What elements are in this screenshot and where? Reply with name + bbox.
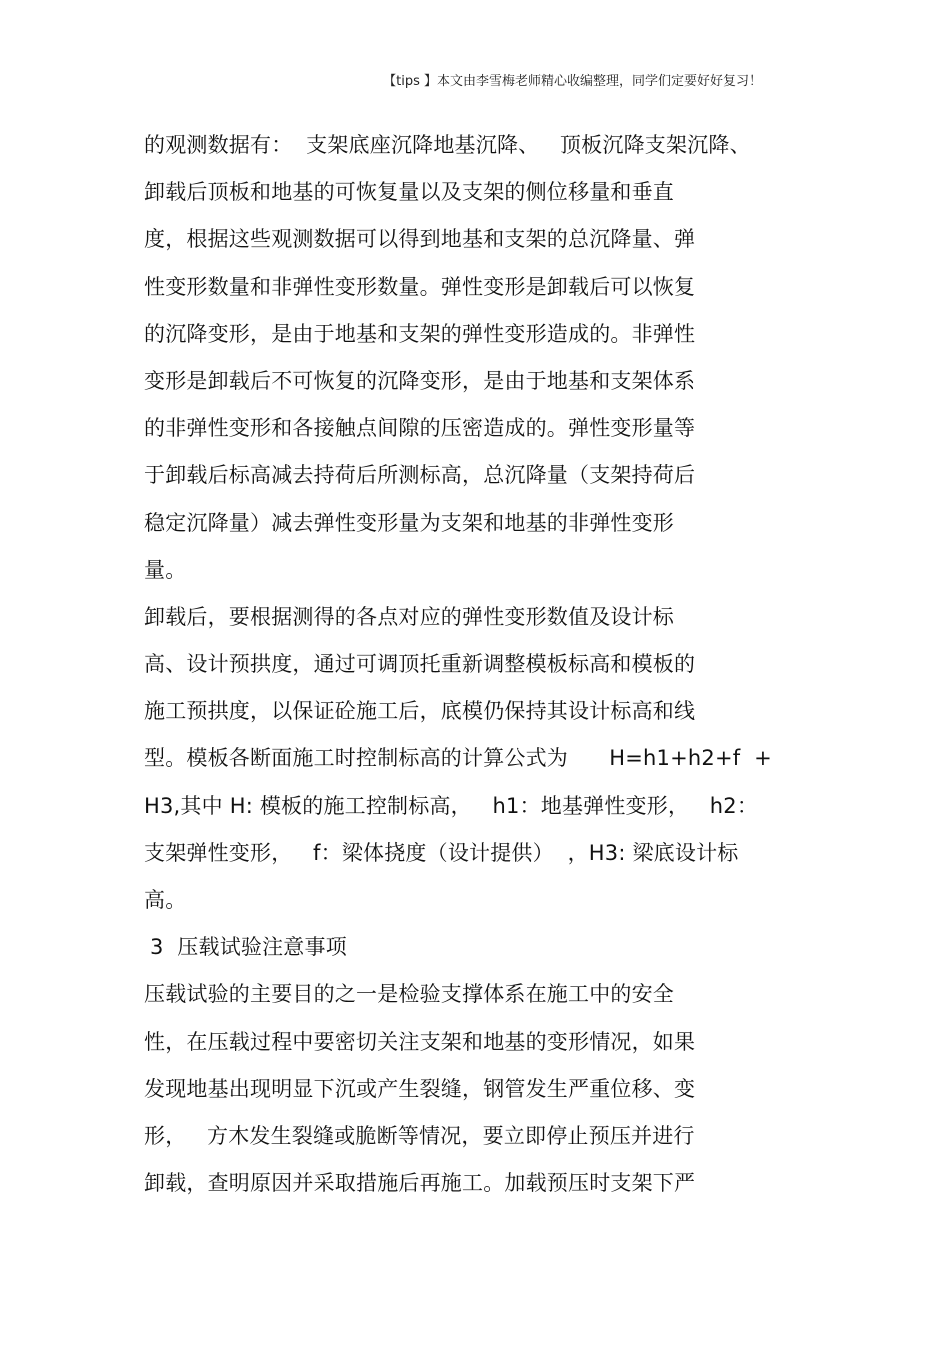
- text-line: 的非弹性变形和各接触点间隙的压密造成的。弹性变形量等: [144, 416, 696, 441]
- text-line: 施工预拱度，以保证砼施工后，底模仍保持其设计标高和线: [144, 699, 696, 724]
- section-heading: 3 压载试验注意事项: [150, 935, 347, 960]
- text-line: 高。: [144, 888, 187, 912]
- text-line: 发现地基出现明显下沉或产生裂缝，钢管发生严重位移、变: [144, 1076, 696, 1101]
- text-line: 的沉降变形，是由于地基和支架的弹性变形造成的。非弹性: [144, 321, 696, 346]
- header-tip: 【tips 】本文由李雪梅老师精心收编整理，同学们定要好好复习！: [383, 74, 762, 89]
- text-line: 高、设计预拱度，通过可调顶托重新调整模板标高和模板的: [144, 652, 696, 677]
- text-line: 变形是卸载后不可恢复的沉降变形，是由于地基和支架体系: [144, 368, 696, 393]
- text-line: 的观测数据有： 支架底座沉降地基沉降、 顶板沉降支架沉降、: [144, 133, 751, 157]
- text-line: 性变形数量和非弹性变形数量。弹性变形是卸载后可以恢复: [144, 274, 696, 299]
- formula-line: H3,其中 H: 模板的施工控制标高， h1：地基弹性变形， h2：: [144, 793, 759, 818]
- text-line: 形， 方木发生裂缝或脆断等情况，要立即停止预压并进行: [144, 1123, 695, 1148]
- text-line: 稳定沉降量）减去弹性变形量为支架和地基的非弹性变形: [144, 510, 674, 535]
- text-line: 卸载，查明原因并采取措施后再施工。加载预压时支架下严: [144, 1171, 696, 1196]
- text-line: 卸载后，要根据测得的各点对应的弹性变形数值及设计标: [144, 604, 674, 629]
- text-line: 卸载后顶板和地基的可恢复量以及支架的侧位移量和垂直: [144, 180, 674, 205]
- text-line: 压载试验的主要目的之一是检验支撑体系在施工中的安全: [144, 982, 674, 1007]
- text-line: 于卸载后标高减去持荷后所测标高，总沉降量（支架持荷后: [144, 463, 696, 488]
- formula-line: 型。模板各断面施工时控制标高的计算公式为 H=h1+h2+f +: [144, 746, 772, 771]
- text-line: 性，在压载过程中要密切关注支架和地基的变形情况，如果: [144, 1029, 696, 1054]
- document-body: [144, 122, 844, 1207]
- text-line: 度，根据这些观测数据可以得到地基和支架的总沉降量、弹: [144, 227, 696, 252]
- formula-line: 支架弹性变形， f：梁体挠度（设计提供） ，H3: 梁底设计标: [144, 840, 739, 865]
- text-line: 量。: [144, 557, 187, 582]
